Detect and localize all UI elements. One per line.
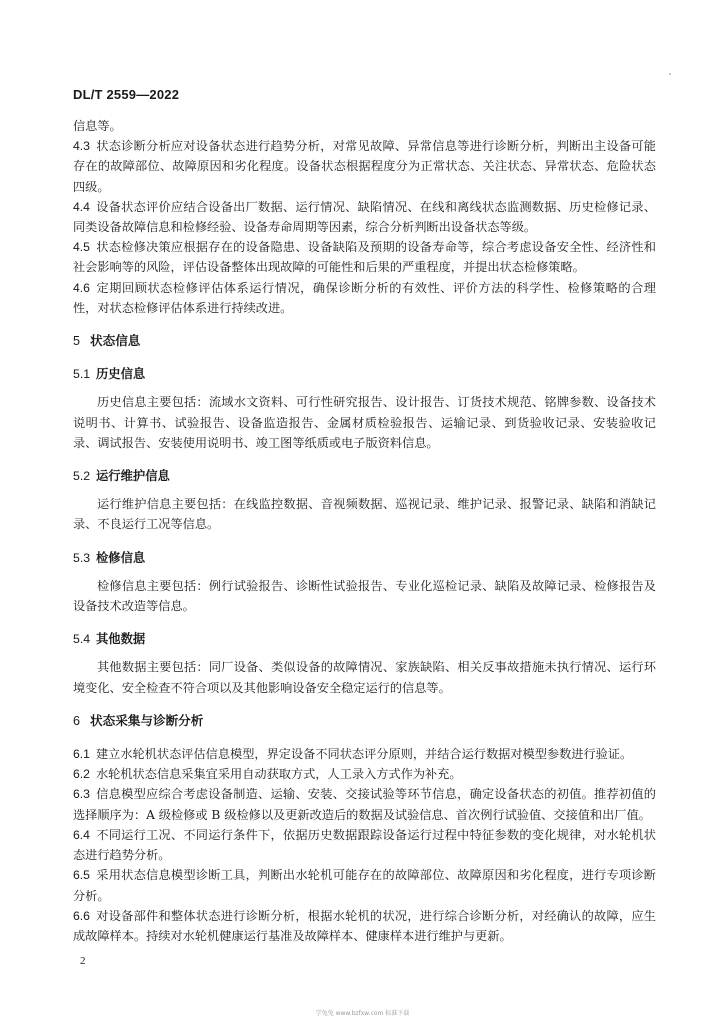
clause-6-6: 6.6 对设备部件和整体状态进行诊断分析，根据水轮机的状况，进行综合诊断分析，对经确认的故障，应生成故障样本。持续对水轮机健康运行基准及故障样本、健康样本进行维护与更新。: [73, 908, 656, 943]
section-5-heading: 5 状态信息: [73, 334, 141, 349]
section-5-4-text: 其他数据主要包括：同厂设备、类似设备的故障情况、家族缺陷、相关反事故措施未执行情况、运行环境变化、安全检查不符合项以及其他影响设备安全稳定运行的信息等。: [73, 660, 656, 695]
clause-4-4: 4.4 设备状态评价应结合设备出厂数据、运行情况、缺陷情况、在线和离线状态监测数据、历史检修记录、同类设备故障信息和检修经验、设备寿命周期等因素，综合分析判断出设备状态等级。: [73, 199, 656, 235]
paragraph-continued: 信息等。: [73, 119, 122, 133]
page-number: 2: [80, 955, 86, 967]
clause-6-3: 6.3 信息模型应综合考虑设备制造、运输、安装、交接试验等环节信息，确定设备状态的初值。推荐初值的选择顺序为：A 级检修或 B 级检修以及更新改造后的数据及试验信息、首次例行试验值、交接值和出厂值。: [73, 787, 656, 822]
footer-watermark: 学兔兔 www.bzfxw.com 标准下载: [315, 1010, 410, 1017]
section-6-heading: 6 状态采集与诊断分析: [73, 713, 204, 728]
page-body: [73, 116, 656, 946]
section-5-1-text: 历史信息主要包括：流域水文资料、可行性研究报告、设计报告、订货技术规范、铭牌参数、设备技术说明书、计算书、试验报告、设备监造报告、金属材质检验报告、运输记录、到货验收记录、安装验收记录、调试报告、安装使用说明书、竣工图等纸质或电子版资料信息。: [73, 395, 656, 450]
document-code-header: DL/T 2559—2022: [73, 87, 180, 102]
clause-6-4: 6.4 不同运行工况、不同运行条件下，依据历史数据跟踪设备运行过程中特征参数的变化规律，对水轮机状态进行趋势分析。: [73, 827, 656, 863]
clause-4-6: 4.6 定期回顾状态检修评估体系运行情况，确保诊断分析的有效性、评价方法的科学性、检修策略的合理性，对状态检修评估体系进行持续改进。: [73, 280, 656, 315]
section-5-2-text: 运行维护信息主要包括：在线监控数据、音视频数据、巡视记录、维护记录、报警记录、缺陷和消缺记录、不良运行工况等信息。: [73, 497, 656, 532]
clause-6-1: 6.1 建立水轮机状态评估信息模型，界定设备不同状态评分原则，并结合运行数据对模型参数进行验证。: [73, 747, 633, 762]
clause-4-5: 4.5 状态检修决策应根据存在的设备隐患、设备缺陷及预期的设备寿命等，综合考虑设备安全性、经济性和社会影响等的风险，评估设备整体出现故障的可能性和后果的严重程度，并提出状态检修策略。: [73, 240, 656, 275]
section-5-3-heading: 5.3 检修信息: [73, 550, 146, 565]
section-5-1-heading: 5.1 历史信息: [73, 367, 146, 382]
scan-mark: [669, 73, 671, 75]
section-5-3-text: 检修信息主要包括：例行试验报告、诊断性试验报告、专业化巡检记录、缺陷及故障记录、检修报告及设备技术改造等信息。: [73, 578, 656, 614]
clause-6-5: 6.5 采用状态信息模型诊断工具，判断出水轮机可能存在的故障部位、故障原因和劣化程度，进行专项诊断分析。: [73, 868, 656, 903]
section-5-2-heading: 5.2 运行维护信息: [73, 469, 170, 484]
section-5-4-heading: 5.4 其他数据: [73, 632, 146, 647]
clause-4-3: 4.3 状态诊断分析应对设备状态进行趋势分析，对常见故障、异常信息等进行诊断分析，判断出主设备可能存在的故障部位、故障原因和劣化程度。设备状态根据程度分为正常状态、关注状态、异常状态、危险状态四级。: [73, 139, 656, 194]
clause-6-2: 6.2 水轮机状态信息采集宜采用自动获取方式，人工录入方式作为补充。: [73, 767, 462, 782]
